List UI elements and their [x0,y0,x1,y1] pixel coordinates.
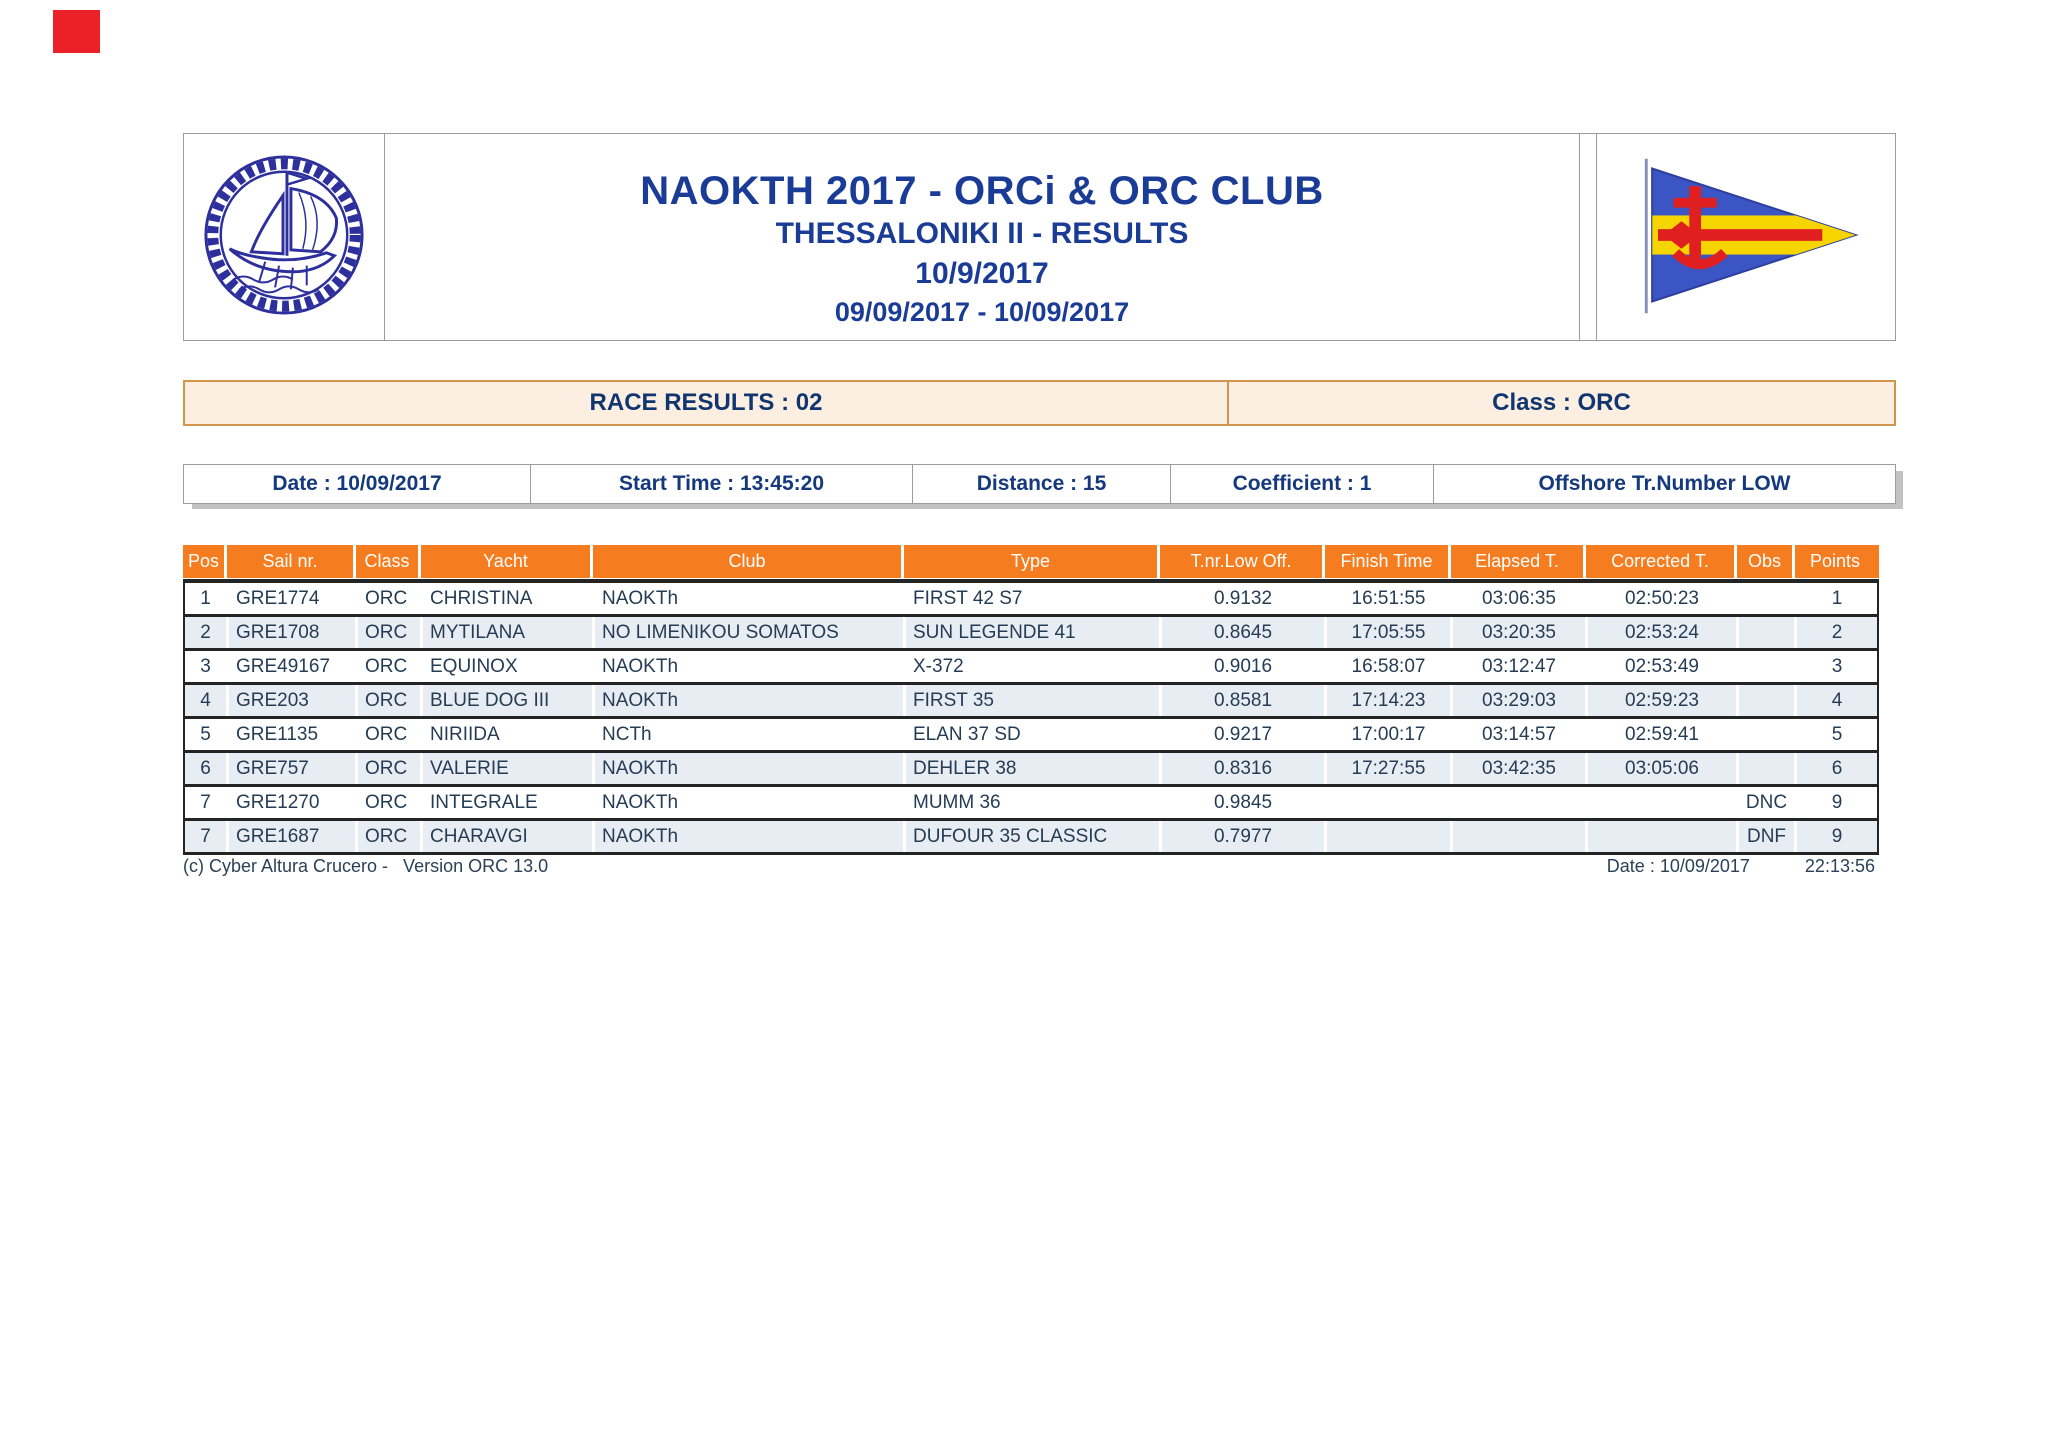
cell-pos: 5 [200,723,211,745]
table-row [185,651,1877,685]
col-header-tnr-low-off: T.nr.Low Off. [1157,545,1322,578]
cell-points: 9 [1794,821,1877,852]
col-header-elapsed-t: Elapsed T. [1448,545,1583,578]
table-row [185,617,1877,651]
col-header-yacht: Yacht [418,545,590,578]
cell-obs [1736,753,1794,784]
results-table [183,545,1879,855]
cell-club: NO LIMENIKOU SOMATOS [592,617,903,648]
cell-class: ORC [355,821,420,852]
cell-elapsed-t: 03:12:47 [1450,651,1585,682]
cell-club: NAOKTh [592,821,903,852]
cell-club: NAOKTh [592,583,903,614]
cell-yacht: BLUE DOG III [420,685,592,716]
cell-sail-nr: GRE49167 [226,651,355,682]
report-header [183,133,1896,341]
cell-sail-nr: GRE1135 [226,719,355,750]
cell-points: 9 [1794,787,1877,818]
cell-elapsed-t [1450,821,1585,852]
class-label: Class : ORC [1492,389,1631,416]
cell-finish-time [1324,787,1450,818]
cell-points: 2 [1794,617,1877,648]
table-row [185,685,1877,719]
col-header-points: Points [1792,545,1875,578]
cell-finish-time: 17:14:23 [1324,685,1450,716]
info-offshore-tr-number: Offshore Tr.Number LOW [1538,472,1791,495]
cell-type: FIRST 35 [903,685,1159,716]
cell-sail-nr: GRE757 [226,753,355,784]
cell-obs [1736,583,1794,614]
cell-club: NAOKTh [592,787,903,818]
cell-elapsed-t: 03:20:35 [1450,617,1585,648]
cell-finish-time: 17:27:55 [1324,753,1450,784]
cell-class: ORC [355,617,420,648]
cell-club: NAOKTh [592,753,903,784]
event-subtitle: THESSALONIKI II - RESULTS [775,217,1189,250]
cell-pos: 1 [200,587,211,609]
cell-finish-time: 16:51:55 [1324,583,1450,614]
red-marker-box [53,10,100,53]
cell-type: X-372 [903,651,1159,682]
cell-sail-nr: GRE203 [226,685,355,716]
cell-elapsed-t [1450,787,1585,818]
results-rows [183,579,1879,855]
cell-sail-nr: GRE1708 [226,617,355,648]
cell-club: NCTh [592,719,903,750]
cell-points: 5 [1794,719,1877,750]
cell-corrected-t: 02:50:23 [1585,583,1736,614]
cell-yacht: NIRIIDA [420,719,592,750]
cell-sail-nr: GRE1687 [226,821,355,852]
club-logo-trireme-icon [200,151,368,324]
club-logo-cell [184,134,385,340]
cell-yacht: VALERIE [420,753,592,784]
cell-type: DEHLER 38 [903,753,1159,784]
cell-class: ORC [355,685,420,716]
event-date: 10/9/2017 [915,257,1049,290]
cell-points: 4 [1794,685,1877,716]
cell-obs [1736,651,1794,682]
cell-pos: 3 [200,655,211,677]
club-burgee-flag-icon [1628,147,1864,328]
race-info-bar [183,464,1896,504]
cell-finish-time [1324,821,1450,852]
cell-tnr-low-off: 0.9016 [1159,651,1324,682]
footer-credit: (c) Cyber Altura Crucero - Version ORC 13.0 [183,856,549,876]
cell-elapsed-t: 03:14:57 [1450,719,1585,750]
cell-pos: 4 [200,689,211,711]
cell-corrected-t [1585,821,1736,852]
cell-elapsed-t: 03:06:35 [1450,583,1585,614]
table-row [185,583,1877,617]
cell-finish-time: 17:05:55 [1324,617,1450,648]
cell-pos: 7 [200,825,211,847]
cell-pos: 2 [200,621,211,643]
cell-club: NAOKTh [592,685,903,716]
cell-class: ORC [355,753,420,784]
cell-obs [1736,617,1794,648]
table-row [185,719,1877,753]
cell-class: ORC [355,787,420,818]
event-title: NAOKTH 2017 - ORCi & ORC CLUB [640,169,1324,213]
table-row [185,821,1877,852]
cell-corrected-t: 02:53:24 [1585,617,1736,648]
cell-tnr-low-off: 0.9217 [1159,719,1324,750]
club-burgee-cell [1596,134,1895,340]
cell-obs: DNC [1736,787,1794,818]
info-start-time: Start Time : 13:45:20 [531,465,913,503]
cell-club: NAOKTh [592,651,903,682]
footer-date: Date : 10/09/2017 [1606,856,1750,876]
cell-finish-time: 16:58:07 [1324,651,1450,682]
col-header-corrected-t: Corrected T. [1583,545,1734,578]
cell-corrected-t: 02:59:41 [1585,719,1736,750]
cell-class: ORC [355,583,420,614]
cell-tnr-low-off: 0.9132 [1159,583,1324,614]
cell-type: ELAN 37 SD [903,719,1159,750]
cell-class: ORC [355,651,420,682]
cell-yacht: EQUINOX [420,651,592,682]
cell-tnr-low-off: 0.8645 [1159,617,1324,648]
event-date-range: 09/09/2017 - 10/09/2017 [834,297,1130,327]
race-results-label: RACE RESULTS : 02 [185,382,1229,424]
cell-sail-nr: GRE1270 [226,787,355,818]
cell-finish-time: 17:00:17 [1324,719,1450,750]
info-coefficient: Coefficient : 1 [1171,465,1434,503]
footer [183,856,1875,877]
cell-tnr-low-off: 0.7977 [1159,821,1324,852]
table-row [185,787,1877,821]
col-header-club: Club [590,545,901,578]
cell-yacht: CHRISTINA [420,583,592,614]
col-header-class: Class [353,545,418,578]
col-header-type: Type [901,545,1157,578]
cell-tnr-low-off: 0.9845 [1159,787,1324,818]
cell-corrected-t: 02:59:23 [1585,685,1736,716]
table-header-row [183,545,1879,579]
cell-type: SUN LEGENDE 41 [903,617,1159,648]
cell-pos: 7 [200,791,211,813]
cell-type: FIRST 42 S7 [903,583,1159,614]
cell-yacht: MYTILANA [420,617,592,648]
cell-points: 1 [1794,583,1877,614]
event-title-block [385,134,1580,340]
cell-corrected-t [1585,787,1736,818]
cell-type: DUFOUR 35 CLASSIC [903,821,1159,852]
cell-points: 3 [1794,651,1877,682]
cell-class: ORC [355,719,420,750]
cell-obs [1736,685,1794,716]
col-header-obs: Obs [1734,545,1792,578]
footer-time: 22:13:56 [1804,856,1875,876]
cell-yacht: INTEGRALE [420,787,592,818]
cell-corrected-t: 02:53:49 [1585,651,1736,682]
info-race-date: Date : 10/09/2017 [184,465,531,503]
cell-obs: DNF [1736,821,1794,852]
cell-obs [1736,719,1794,750]
cell-corrected-t: 03:05:06 [1585,753,1736,784]
cell-tnr-low-off: 0.8581 [1159,685,1324,716]
cell-points: 6 [1794,753,1877,784]
info-distance: Distance : 15 [913,465,1171,503]
col-header-sail-nr: Sail nr. [224,545,353,578]
race-results-bar [183,380,1896,426]
cell-tnr-low-off: 0.8316 [1159,753,1324,784]
cell-type: MUMM 36 [903,787,1159,818]
cell-sail-nr: GRE1774 [226,583,355,614]
cell-elapsed-t: 03:29:03 [1450,685,1585,716]
cell-pos: 6 [200,757,211,779]
col-header-finish-time: Finish Time [1322,545,1448,578]
cell-elapsed-t: 03:42:35 [1450,753,1585,784]
col-header-pos: Pos [187,551,220,571]
cell-yacht: CHARAVGI [420,821,592,852]
table-row [185,753,1877,787]
